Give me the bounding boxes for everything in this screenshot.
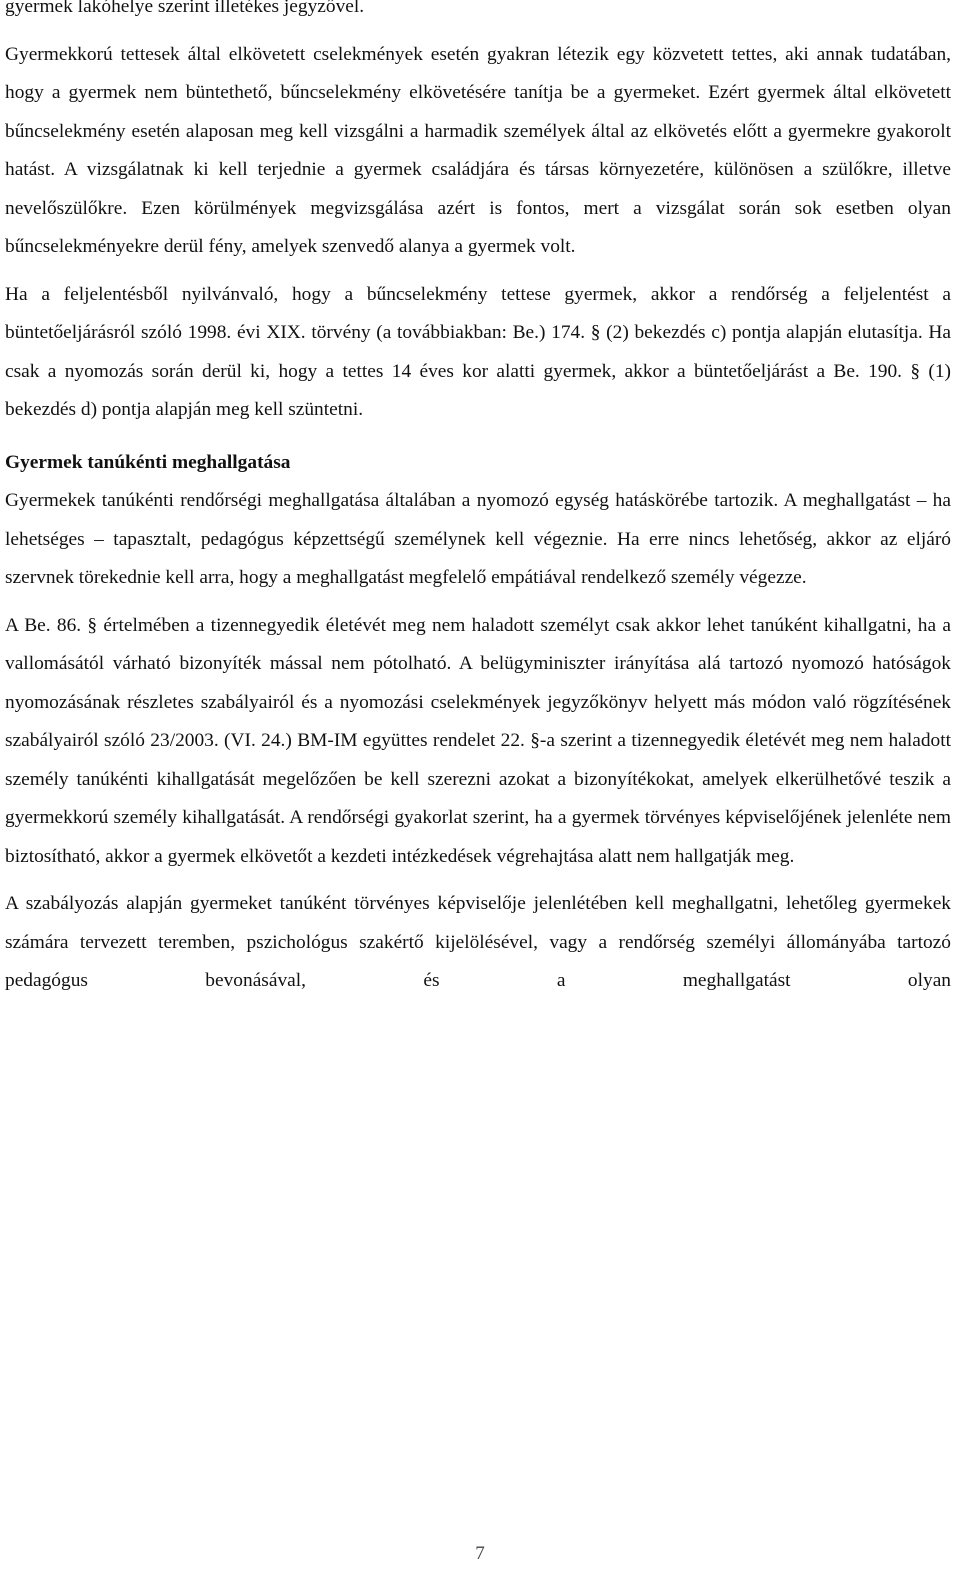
paragraph-indirect-perpetrator: Gyermekkorú tettesek által elkövetett cselekmények esetén gyakran létezik egy közvetett tettes, aki annak tudatában, hogy a gyermek nem büntethető, bűncselekmény elkövetésére tanítja be a gyermeket. Ezért gyermek által elkövetett bűncselekmény esetén alaposan meg kell vizsgálni a harmadik személyek által az elkövetés előtt a gyermekre gyakorolt hatást. A vizsgálatnak ki kell terjednie a gyermek családjára és társas környezetére, különösen a szülőkre, illetve nevelőszülőkre. Ezen körülmények megvizsgálása azért is fontos, mert a vizsgálat során sok esetben olyan bűncselekményekre derül fény, amelyek szenvedő alanya a gyermek volt. [5, 43, 951, 257]
paragraph-be-86: A Be. 86. § értelmében a tizennegyedik életévét meg nem haladott személyt csak akkor lehet tanúként kihallgatni, ha a vallomásától várható bizonyíték mással nem pótolható. A belügyminiszter irányítása alá tartozó nyomozó hatóságok nyomozásának részletes szabályairól és a nyomozási cselekmények jegyzőkönyv helyett más módon való rögzítésének szabályairól szóló 23/2003. (VI. 24.) BM-IM együttes rendelet 22. §-a szerint a tizennegyedik életévét meg nem haladott személy tanúkénti kihallgatását megelőzően be kell szerezni azokat a bizonyítékokat, amelyek elkerülhetővé teszik a gyermekkorú személy kihallgatását. A rendőrségi gyakorlat szerint, ha a gyermek törvényes képviselőjének jelenléte nem biztosítható, akkor a gyermek elkövetőt a kezdeti intézkedések végrehajtása alatt nem hallgatják meg. [5, 614, 951, 867]
paragraph-complaint-rejection: Ha a feljelentésből nyilvánvaló, hogy a bűncselekmény tettese gyermek, akkor a rendőrség a feljelentést a büntetőeljárásról szóló 1998. évi XIX. törvény (a továbbiakban: Be.) 174. § (2) bekezdés c) pontja alapján elutasítja. Ha csak a nyomozás során derül ki, hogy a tettes 14 éves kor alatti gyermek, akkor a büntetőeljárást a Be. 190. § (1) bekezdés d) pontja alapján meg kell szüntetni. [5, 283, 951, 420]
section-heading: Gyermek tanúkénti meghallgatása [5, 451, 291, 473]
paragraph-fragment-top: gyermek lakóhelye szerint illetékes jegyzővel. [5, 0, 365, 17]
paragraph-regulation: A szabályozás alapján gyermeket tanúként törvényes képviselője jelenlétében kell meghallgatni, lehetőleg gyermekek számára tervezett teremben, pszichológus szakértő kijelölésével, vagy a rendőrség személyi állományába tartozó pedagógus bevonásával, és a meghallgatást olyan [5, 893, 951, 991]
document-page [5, 0, 951, 1001]
page-number: 7 [475, 1543, 485, 1564]
paragraph-witness-hearing: Gyermekek tanúkénti rendőrségi meghallgatása általában a nyomozó egység hatáskörébe tartozik. A meghallgatást – ha lehetséges – tapasztalt, pedagógus képzettségű személynek kell végeznie. Ha erre nincs lehetőség, akkor az eljáró szervnek törekednie kell arra, hogy a meghallgatást megfelelő empátiával rendelkező személy végezze. [5, 490, 951, 588]
